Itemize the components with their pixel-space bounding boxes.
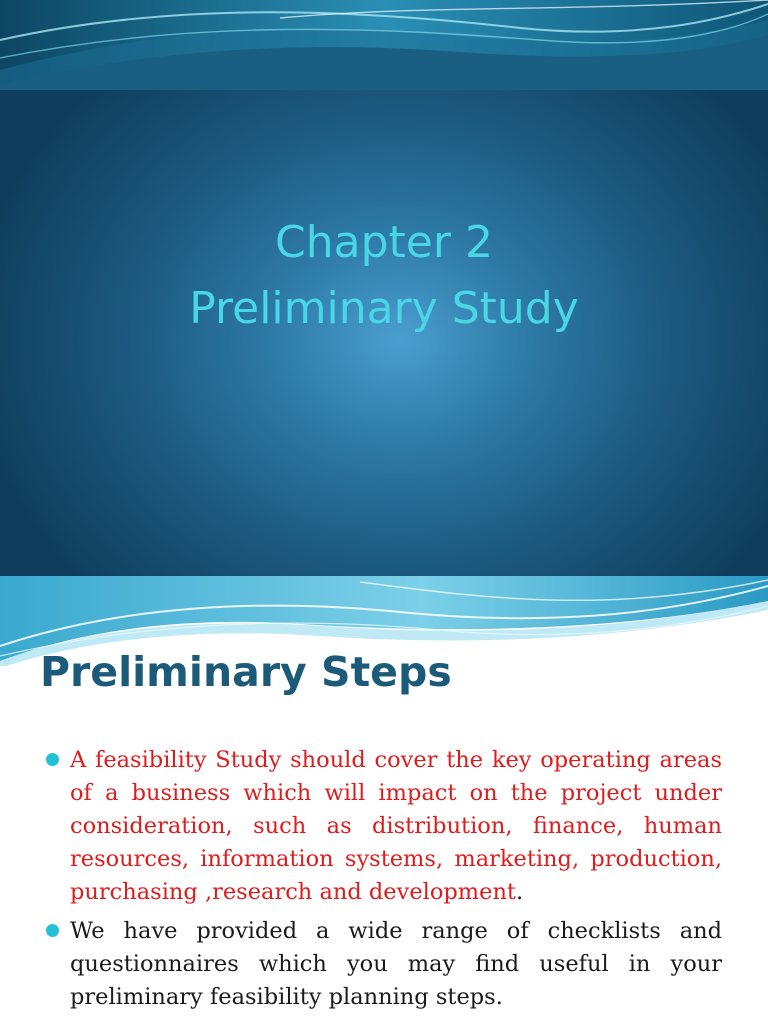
content-heading: Preliminary Steps [40, 648, 452, 696]
bullet-dot-icon [46, 924, 59, 937]
bullet-item-2 [46, 915, 722, 1014]
bullet-text-1-period: . [515, 879, 524, 905]
bullet-dot-icon [46, 753, 59, 766]
slide-title-text [0, 210, 768, 342]
title-topic: Preliminary Study [189, 283, 579, 334]
bullet-list [46, 744, 722, 1020]
bullet-text-2: We have provided a wide range of checklists and questionnaires which you may find useful in your preliminary feasibility planning steps. [70, 918, 722, 1010]
title-chapter: Chapter 2 [275, 217, 493, 268]
bullet-text-1: A feasibility Study should cover the key operating areas of a business which will impact on the project under consideration, such as distribution, finance, human resources, information systems, marketing, production, purchasing ,research and development [70, 747, 722, 905]
bullet-item-1 [46, 744, 722, 909]
wave-decoration-top [0, 0, 768, 90]
